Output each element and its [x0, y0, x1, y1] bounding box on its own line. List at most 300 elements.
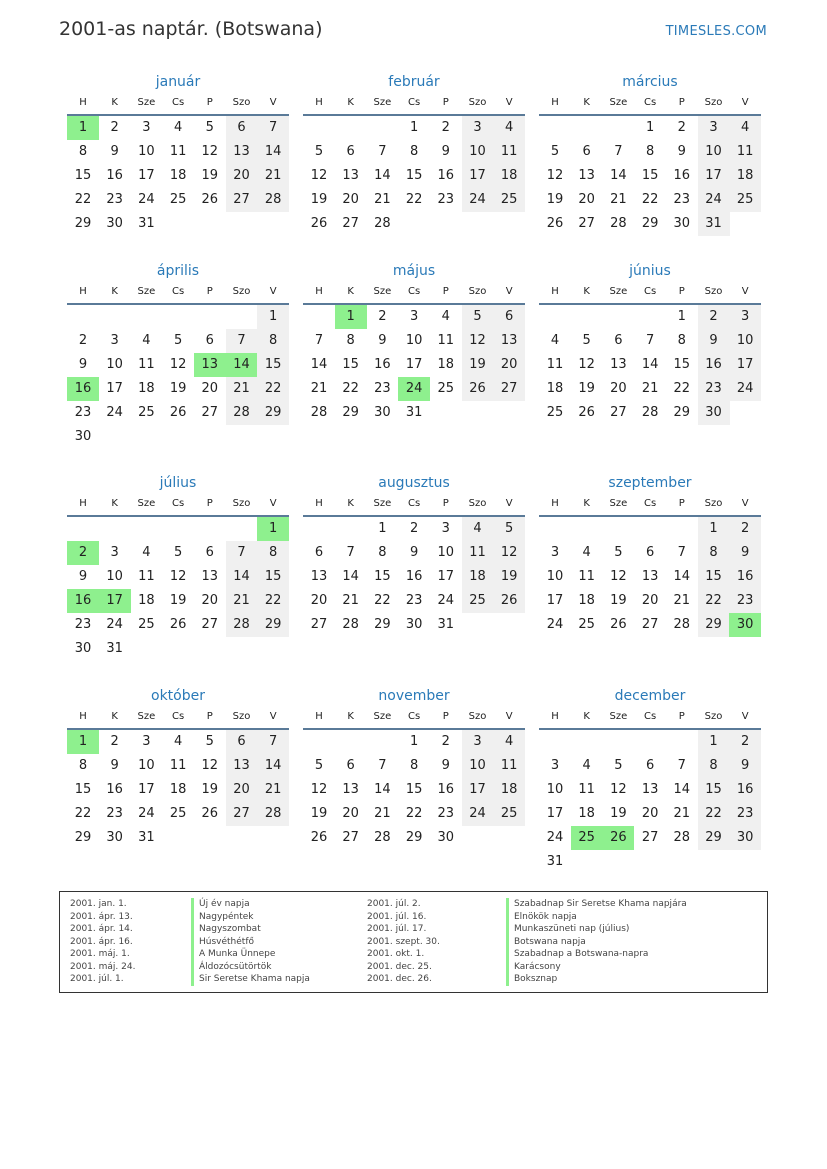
day-cell: 23: [74, 405, 92, 420]
day-cell: 19: [578, 381, 595, 396]
day-cell: 19: [546, 192, 564, 207]
holiday-day-cell: 16: [67, 377, 99, 401]
day-cell: 18: [169, 168, 187, 183]
day-cell: 18: [493, 778, 525, 802]
day-cell: 20: [641, 593, 659, 608]
weekday-label: P: [206, 286, 213, 297]
day-cell: 23: [374, 381, 391, 396]
day-cell: 27: [342, 216, 359, 231]
day-cell: 17: [698, 164, 730, 188]
legend-holiday-name: Nagyszombat: [191, 923, 310, 936]
legend-date: 2001. máj. 1.: [70, 949, 130, 959]
day-cell: 12: [201, 144, 219, 159]
day-cell: 29: [641, 216, 659, 231]
weekday-label: P: [678, 711, 685, 722]
day-cell: 25: [493, 188, 525, 212]
legend-date: 2001. jan. 1.: [70, 899, 127, 909]
day-cell: 4: [582, 758, 591, 773]
weekday-label: Sze: [137, 286, 156, 297]
day-cell: 10: [437, 545, 455, 560]
month-1: [67, 72, 289, 260]
day-cell: 17: [729, 353, 761, 377]
day-cell: 20: [493, 353, 525, 377]
day-cell: 6: [346, 144, 355, 159]
day-cell: 1: [257, 305, 289, 329]
weekday-label: P: [442, 498, 449, 509]
day-cell: 21: [257, 164, 289, 188]
day-cell: 19: [201, 782, 219, 797]
day-cell: 10: [462, 140, 494, 164]
day-cell: 3: [698, 116, 730, 140]
day-cell: 18: [462, 565, 494, 589]
day-cell: 20: [226, 164, 258, 188]
day-cell: 17: [462, 164, 494, 188]
day-cell: 2: [441, 120, 450, 135]
month-11: [303, 686, 525, 874]
day-cell: 30: [106, 216, 123, 231]
legend-date: 2001. máj. 24.: [70, 961, 136, 972]
day-cell: 11: [138, 357, 155, 372]
day-cell: 3: [142, 734, 151, 749]
day-cell: 17: [106, 381, 123, 396]
day-cell: 14: [257, 140, 289, 164]
day-cell: 9: [378, 333, 387, 348]
day-cell: 9: [78, 357, 88, 372]
day-cell: 25: [462, 589, 494, 613]
day-cell: 25: [546, 405, 564, 420]
day-cell: 26: [578, 405, 595, 420]
day-cell: 21: [374, 192, 391, 207]
day-cell: 3: [409, 309, 419, 324]
day-cell: 8: [78, 144, 88, 159]
day-cell: 26: [201, 806, 219, 821]
day-cell: 14: [342, 569, 359, 584]
weekday-label: Cs: [407, 97, 421, 108]
day-cell: 11: [437, 333, 455, 348]
day-cell: 5: [314, 758, 324, 773]
day-cell: 13: [641, 569, 659, 584]
day-cell: 30: [405, 617, 423, 632]
day-cell: 24: [698, 188, 730, 212]
day-cell: 20: [201, 593, 219, 608]
legend-names-left: [191, 898, 310, 986]
day-cell: 9: [729, 754, 761, 778]
month-name: január: [155, 74, 201, 90]
day-cell: 30: [74, 641, 92, 656]
day-cell: 9: [110, 144, 119, 159]
day-cell: 27: [641, 617, 659, 632]
weekday-label: Szo: [704, 97, 723, 108]
day-cell: 30: [698, 401, 730, 425]
weekday-label: V: [741, 711, 749, 722]
weekday-label: Cs: [407, 286, 421, 297]
day-cell: 22: [342, 381, 359, 396]
day-cell: 6: [645, 758, 655, 773]
day-cell: 3: [729, 305, 761, 329]
day-cell: 12: [578, 357, 595, 372]
month-5: [303, 261, 525, 449]
day-cell: 11: [546, 357, 564, 372]
day-cell: 15: [257, 353, 289, 377]
day-cell: 6: [614, 333, 623, 348]
weekday-header: [539, 92, 761, 116]
day-cell: 24: [462, 802, 494, 826]
day-cell: 11: [729, 140, 761, 164]
day-cell: 11: [578, 569, 595, 584]
day-cell: 15: [641, 168, 659, 183]
day-cell: 28: [226, 613, 258, 637]
day-grid: [67, 730, 289, 874]
day-cell: 24: [546, 830, 564, 845]
weekday-label: V: [505, 711, 513, 722]
weekday-label: K: [347, 498, 354, 509]
day-grid: [303, 305, 525, 449]
day-cell: 14: [673, 782, 691, 797]
weekday-label: Sze: [609, 286, 628, 297]
holiday-day-cell: 26: [602, 826, 634, 850]
holiday-legend: [59, 891, 768, 993]
weekday-label: V: [269, 97, 277, 108]
day-cell: 23: [405, 593, 423, 608]
weekday-label: Szo: [232, 498, 251, 509]
weekday-label: K: [583, 498, 590, 509]
legend-date: 2001. szept. 30.: [367, 936, 440, 947]
legend-holiday-name: Szabadnap Sir Seretse Khama napjára: [506, 898, 687, 911]
day-cell: 25: [437, 381, 455, 396]
legend-date: 2001. dec. 26.: [367, 974, 432, 984]
day-cell: 24: [106, 617, 123, 632]
day-cell: 2: [409, 521, 419, 536]
day-cell: 8: [645, 144, 655, 159]
weekday-label: K: [111, 97, 118, 108]
day-cell: 6: [226, 730, 258, 754]
weekday-label: K: [347, 711, 354, 722]
weekday-label: P: [206, 498, 213, 509]
weekday-label: V: [505, 498, 513, 509]
weekday-label: P: [678, 498, 685, 509]
weekday-label: P: [678, 286, 685, 297]
weekday-label: V: [741, 498, 749, 509]
day-cell: 9: [409, 545, 419, 560]
weekday-label: Sze: [609, 711, 628, 722]
day-cell: 21: [226, 377, 258, 401]
day-cell: 14: [641, 357, 659, 372]
day-cell: 7: [346, 545, 355, 560]
day-cell: 16: [698, 353, 730, 377]
holiday-day-cell: 24: [398, 377, 430, 401]
day-cell: 23: [437, 192, 455, 207]
weekday-header: [539, 281, 761, 305]
day-cell: 12: [169, 569, 187, 584]
day-cell: 26: [493, 589, 525, 613]
weekday-header: [303, 493, 525, 517]
day-cell: 26: [201, 192, 219, 207]
day-cell: 2: [441, 734, 450, 749]
day-cell: 17: [138, 168, 155, 183]
day-cell: 27: [342, 830, 359, 845]
weekday-label: Cs: [407, 711, 421, 722]
legend-date: 2001. ápr. 14.: [70, 924, 133, 934]
day-cell: 18: [138, 381, 155, 396]
legend-holiday-name: Áldozócsütörtök: [191, 961, 310, 974]
day-cell: 3: [462, 730, 494, 754]
weekday-label: H: [551, 498, 559, 509]
day-cell: 12: [310, 168, 328, 183]
day-grid: [539, 517, 761, 661]
month-name: február: [388, 74, 440, 90]
weekday-label: K: [583, 711, 590, 722]
weekday-label: Szo: [468, 97, 487, 108]
day-cell: 12: [462, 329, 494, 353]
day-cell: 4: [550, 333, 560, 348]
day-cell: 23: [698, 377, 730, 401]
day-cell: 10: [546, 782, 564, 797]
day-cell: 7: [677, 758, 686, 773]
day-cell: 4: [493, 116, 525, 140]
day-grid: [67, 517, 289, 661]
month-7: [67, 473, 289, 661]
day-cell: 4: [142, 333, 151, 348]
month-4: [67, 261, 289, 449]
weekday-label: Szo: [468, 498, 487, 509]
day-cell: 27: [201, 617, 219, 632]
legend-holiday-name: Szabadnap a Botswana-napra: [506, 948, 687, 961]
day-cell: 9: [441, 144, 450, 159]
weekday-header: [67, 706, 289, 730]
weekday-label: H: [551, 286, 559, 297]
day-cell: 6: [314, 545, 324, 560]
day-cell: 26: [310, 830, 328, 845]
day-cell: 10: [138, 758, 155, 773]
day-cell: 28: [673, 830, 691, 845]
day-cell: 22: [374, 593, 391, 608]
day-grid: [67, 305, 289, 449]
legend-names-right: [506, 898, 687, 986]
day-cell: 15: [405, 782, 423, 797]
holiday-day-cell: 16: [67, 589, 99, 613]
month-12: [539, 686, 761, 874]
weekday-label: Szo: [468, 286, 487, 297]
day-cell: 22: [641, 192, 659, 207]
day-cell: 9: [677, 144, 686, 159]
day-cell: 27: [493, 377, 525, 401]
month-3: [539, 72, 761, 260]
legend-holiday-name: Sir Seretse Khama napja: [191, 973, 310, 986]
day-cell: 31: [405, 405, 423, 420]
day-cell: 23: [729, 802, 761, 826]
day-cell: 2: [677, 120, 686, 135]
weekday-label: P: [206, 97, 213, 108]
weekday-header: [67, 92, 289, 116]
weekday-label: Szo: [704, 498, 723, 509]
day-cell: 30: [729, 826, 761, 850]
day-cell: 5: [205, 120, 214, 135]
day-cell: 24: [138, 192, 155, 207]
day-cell: 21: [226, 589, 258, 613]
day-cell: 5: [173, 333, 183, 348]
day-cell: 17: [462, 778, 494, 802]
day-cell: 21: [374, 806, 391, 821]
month-name: április: [156, 263, 200, 279]
weekday-label: K: [347, 97, 354, 108]
weekday-label: H: [551, 711, 559, 722]
day-cell: 8: [698, 541, 730, 565]
day-cell: 15: [342, 357, 359, 372]
day-cell: 29: [342, 405, 359, 420]
holiday-day-cell: 17: [99, 589, 131, 613]
day-cell: 9: [729, 541, 761, 565]
weekday-label: Sze: [373, 286, 392, 297]
day-cell: 29: [673, 405, 691, 420]
weekday-label: V: [505, 97, 513, 108]
legend-dates-left: [70, 898, 135, 986]
day-cell: 16: [106, 168, 123, 183]
weekday-header: [67, 281, 289, 305]
day-cell: 20: [610, 381, 627, 396]
day-cell: 18: [729, 164, 761, 188]
day-cell: 21: [610, 192, 627, 207]
day-cell: 3: [441, 521, 450, 536]
day-cell: 16: [673, 168, 691, 183]
day-cell: 19: [169, 593, 187, 608]
day-cell: 29: [74, 216, 92, 231]
day-cell: 13: [342, 782, 359, 797]
day-cell: 22: [405, 192, 423, 207]
day-cell: 15: [257, 565, 289, 589]
day-cell: 8: [409, 758, 419, 773]
weekday-label: K: [111, 498, 118, 509]
day-cell: 22: [257, 589, 289, 613]
day-cell: 19: [169, 381, 187, 396]
weekday-label: Cs: [407, 498, 421, 509]
day-cell: 18: [493, 164, 525, 188]
weekday-label: Cs: [643, 711, 657, 722]
day-cell: 20: [201, 381, 219, 396]
day-cell: 5: [205, 734, 214, 749]
day-cell: 21: [673, 806, 691, 821]
month-name: május: [392, 263, 436, 279]
day-cell: 28: [257, 802, 289, 826]
day-cell: 22: [74, 192, 92, 207]
day-cell: 7: [614, 144, 623, 159]
day-cell: 18: [437, 357, 455, 372]
day-grid: [539, 116, 761, 260]
holiday-day-cell: 1: [257, 517, 289, 541]
day-cell: 9: [698, 329, 730, 353]
day-cell: 13: [493, 329, 525, 353]
day-cell: 11: [138, 569, 155, 584]
day-cell: 14: [257, 754, 289, 778]
day-cell: 6: [645, 545, 655, 560]
legend-holiday-name: Új év napja: [191, 898, 310, 911]
legend-holiday-name: Húsvéthétfő: [191, 936, 310, 949]
month-name: december: [614, 688, 686, 704]
day-cell: 22: [698, 802, 730, 826]
legend-date: 2001. júl. 2.: [367, 899, 421, 909]
weekday-label: P: [206, 711, 213, 722]
day-cell: 20: [578, 192, 595, 207]
day-cell: 27: [641, 830, 659, 845]
day-cell: 14: [374, 782, 391, 797]
day-cell: 7: [314, 333, 324, 348]
weekday-label: Sze: [137, 498, 156, 509]
weekday-label: Szo: [232, 711, 251, 722]
day-cell: 31: [138, 830, 155, 845]
day-cell: 15: [374, 569, 391, 584]
day-grid: [539, 730, 761, 874]
weekday-header: [303, 706, 525, 730]
day-cell: 12: [610, 782, 627, 797]
weekday-header: [539, 706, 761, 730]
day-grid: [303, 116, 525, 260]
day-cell: 4: [173, 120, 183, 135]
day-cell: 25: [169, 192, 187, 207]
day-cell: 13: [578, 168, 595, 183]
weekday-header: [539, 493, 761, 517]
day-cell: 27: [310, 617, 328, 632]
day-cell: 5: [550, 144, 560, 159]
day-cell: 29: [257, 401, 289, 425]
weekday-label: P: [442, 97, 449, 108]
day-cell: 6: [205, 545, 214, 560]
day-cell: 4: [582, 545, 591, 560]
day-cell: 16: [437, 782, 455, 797]
day-cell: 14: [374, 168, 391, 183]
day-cell: 28: [610, 216, 627, 231]
day-cell: 26: [610, 617, 627, 632]
month-name: július: [159, 475, 197, 491]
legend-holiday-name: Boksznap: [506, 973, 687, 986]
brand-link[interactable]: TIMESLES.COM: [665, 24, 767, 39]
day-cell: 20: [226, 778, 258, 802]
day-cell: 20: [310, 593, 328, 608]
day-cell: 4: [729, 116, 761, 140]
day-cell: 21: [673, 593, 691, 608]
weekday-label: K: [111, 286, 118, 297]
day-cell: 20: [342, 806, 359, 821]
day-cell: 1: [698, 517, 730, 541]
day-cell: 5: [314, 144, 324, 159]
day-cell: 26: [310, 216, 328, 231]
legend-date: 2001. júl. 16.: [367, 911, 427, 922]
day-cell: 10: [698, 140, 730, 164]
weekday-label: H: [315, 711, 323, 722]
holiday-day-cell: 1: [335, 305, 367, 329]
day-cell: 30: [374, 405, 391, 420]
day-cell: 8: [257, 541, 289, 565]
day-cell: 5: [614, 545, 623, 560]
day-cell: 1: [409, 734, 419, 749]
month-6: [539, 261, 761, 449]
day-cell: 12: [169, 357, 187, 372]
day-cell: 6: [493, 305, 525, 329]
weekday-label: Szo: [704, 286, 723, 297]
day-cell: 5: [493, 517, 525, 541]
day-cell: 10: [106, 357, 123, 372]
day-cell: 23: [437, 806, 455, 821]
day-cell: 12: [201, 758, 219, 773]
day-cell: 16: [729, 565, 761, 589]
day-cell: 4: [493, 730, 525, 754]
day-cell: 23: [106, 806, 123, 821]
day-cell: 27: [201, 405, 219, 420]
day-cell: 25: [729, 188, 761, 212]
page-title: 2001-as naptár. (Botswana): [59, 18, 323, 40]
day-cell: 2: [378, 309, 387, 324]
day-cell: 3: [550, 758, 560, 773]
month-name: november: [378, 688, 450, 704]
day-cell: 8: [677, 333, 686, 348]
